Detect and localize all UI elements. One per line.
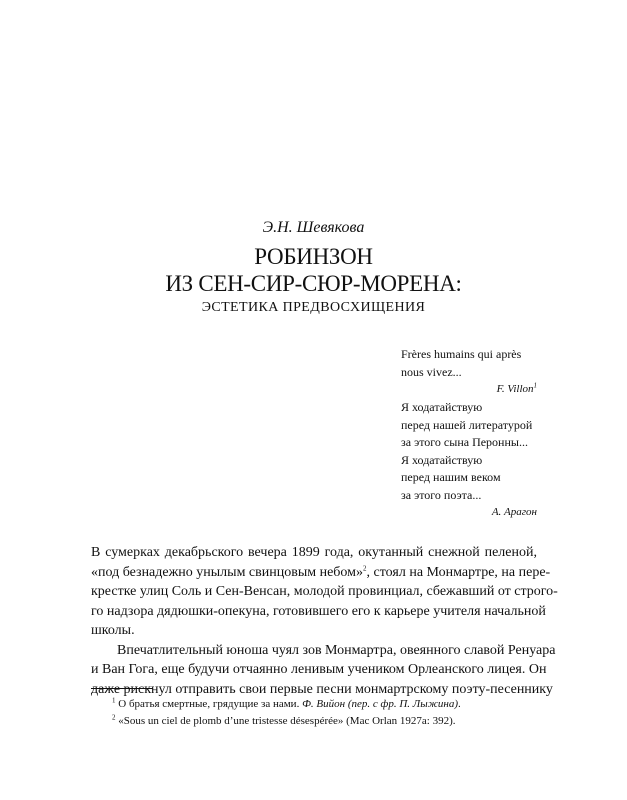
epigraph-line: nous vivez... <box>401 364 462 379</box>
body-text <box>91 543 558 699</box>
footnote-translation: (пер. с фр. П. Лыжина) <box>347 698 459 710</box>
epigraph-line: Я ходатайствую <box>401 400 483 414</box>
footnote-2 <box>112 713 542 730</box>
epigraph-line: Я ходатайствую <box>401 452 483 467</box>
title-line-1: РОБИНЗОН <box>254 244 373 269</box>
body-line: и Ван Гога, еще будучи отчаянно ленивым учеником Орлеанского лицея. Он <box>91 662 547 677</box>
footnote-number: 1 <box>112 696 116 705</box>
attribution-text: F. Villon <box>496 383 534 395</box>
body-line: В сумерках декабрьского вечера 1899 года, окутанный снежной пеленой, <box>91 545 537 560</box>
epigraph-attribution: А. Арагон <box>491 506 537 518</box>
body-text-span: «под безнадежно унылым свинцовым небом» <box>91 564 364 580</box>
epigraph-attribution <box>401 381 537 399</box>
epigraph-line: за этого поэта... <box>401 487 482 502</box>
body-text-span: , стоял на Монмартре, на пере- <box>366 564 551 580</box>
body-line <box>91 563 551 583</box>
body-line: школы. <box>91 623 135 638</box>
footnote-text: «Sous un ciel de plomb d’une tristesse désespérée» (Mac Orlan 1927a: 392). <box>118 715 456 727</box>
epigraph-aragon <box>401 399 537 522</box>
footnote-divider <box>91 688 153 689</box>
title-line-2: ИЗ СЕН-СИР-СЮР-МОРЕНА: <box>165 271 462 296</box>
author-name: Э.Н. Шевякова <box>262 219 365 236</box>
footnote-ref[interactable]: 2 <box>363 563 367 572</box>
footnote-1 <box>112 696 542 713</box>
epigraph-line: Frères humains qui après <box>401 347 522 361</box>
body-line: даже рискнул отправить свои первые песни монмартрскому поэту-песеннику <box>91 681 553 697</box>
epigraph-line: перед нашим веком <box>401 470 501 484</box>
epigraph-villon <box>401 346 537 399</box>
footnote-source: Ф. Вийон <box>302 698 346 710</box>
epigraph-line: за этого сына Перонны... <box>401 435 528 449</box>
epigraph-line: перед нашей литературой <box>401 417 533 432</box>
subtitle: ЭСТЕТИКА ПРЕДВОСХИЩЕНИЯ <box>201 300 426 315</box>
footnote-number: 2 <box>112 713 116 722</box>
body-line: го надзора дядюшки-опекуна, готовившего его к карьере учителя начальной <box>91 603 546 619</box>
body-line: крестке улиц Соль и Сен-Венсан, молодой провинциал, сбежавший от строго- <box>91 584 558 599</box>
footnote-end: . <box>458 698 461 710</box>
footnotes <box>112 696 542 730</box>
footnote-text: О братья смертные, грядущие за нами. <box>118 698 300 710</box>
footnote-ref[interactable]: 1 <box>533 381 537 390</box>
body-line: Впечатлительный юноша чуял зов Монмартра, овеянного славой Ренуара <box>117 642 556 658</box>
